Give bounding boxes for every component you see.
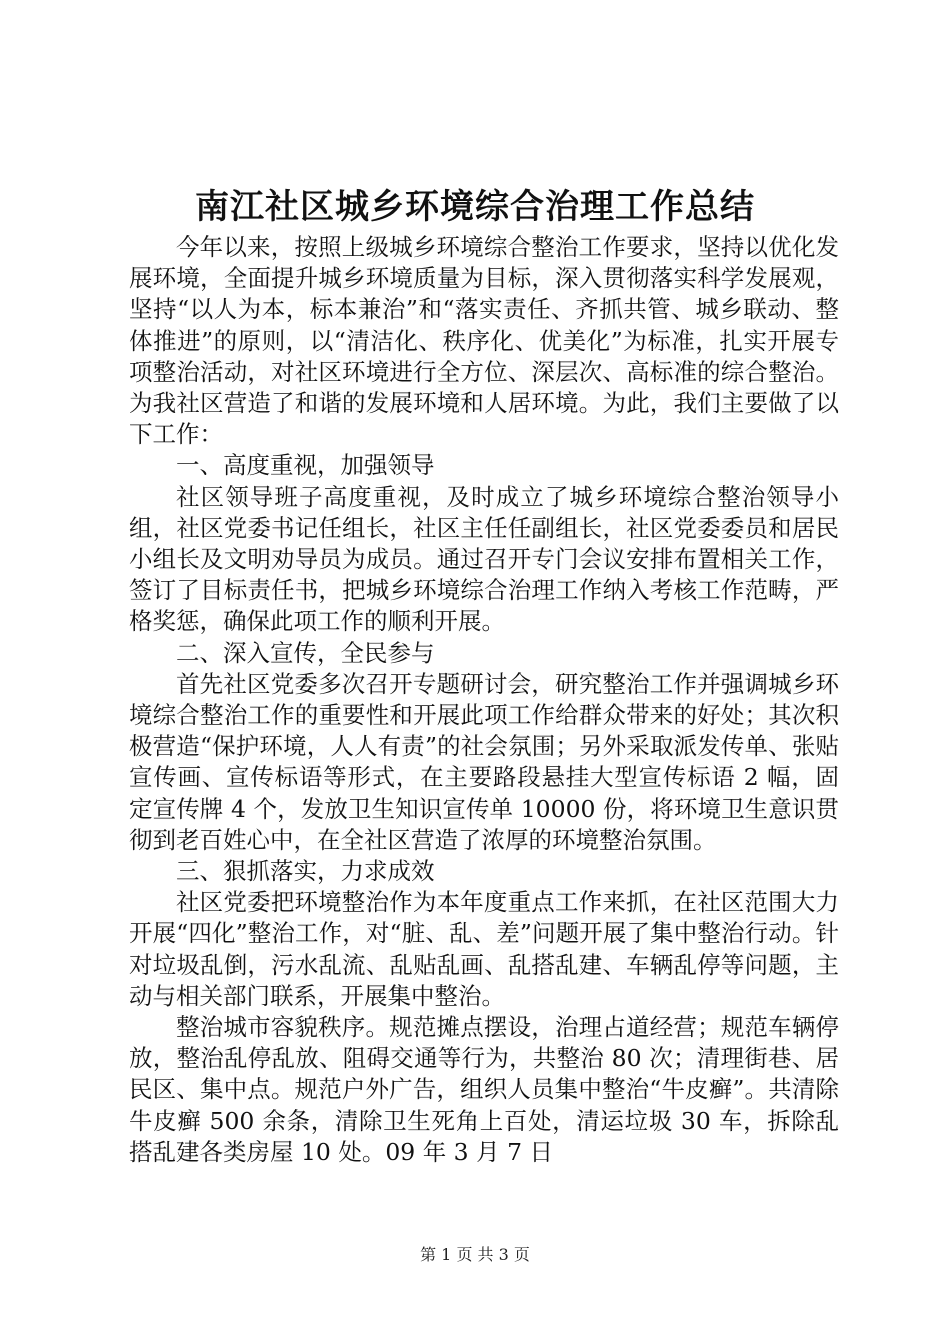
section-heading-3: 三、狠抓落实，力求成效	[176, 857, 435, 886]
section-2-paragraph: 首先社区党委多次召开专题研讨会，研究整治工作并强调城乡环境综合整治工作的重要性和开展此项工作给群众带来的好处；其次积极营造“保护环境，人人有责”的社会氛围；另外采取派发传单、张贴宣传画、宣传标语等形式，在主要路段悬挂大型宣传标语 2 幅，固定宣传牌 4 个，发放卫生知识宣传单 10000 份，将环境卫生意识贯彻到老百姓心中，在全社区营造了浓厚的环境整治氛围。	[129, 669, 839, 854]
intro-paragraph: 今年以来，按照上级城乡环境综合整治工作要求，坚持以优化发展环境，全面提升城乡环境质量为目标，深入贯彻落实科学发展观，坚持“以人为本，标本兼治”和“落实责任、齐抓共管、城乡联动、整体推进”的原则，以“清洁化、秩序化、优美化”为标准，扎实开展专项整治活动，对社区环境进行全方位、深层次、高标准的综合整治。为我社区营造了和谐的发展环境和人居环境。为此，我们主要做了以下工作：	[129, 233, 839, 449]
section-3-paragraph-2: 整治城市容貌秩序。规范摊点摆设，治理占道经营；规范车辆停放，整治乱停乱放、阻碍交通等行为，共整治 80 次；清理街巷、居民区、集中点。规范户外广告，组织人员集中整治“牛皮癣”。共清除牛皮癣 500 余条，清除卫生死角上百处，清运垃圾 30 车，拆除乱搭乱建各类房屋 10 处。09 年 3 月 7 日	[129, 1013, 839, 1166]
section-1-paragraph: 社区领导班子高度重视，及时成立了城乡环境综合整治领导小组，社区党委书记任组长，社区主任任副组长，社区党委委员和居民小组长及文明劝导员为成员。通过召开专门会议安排布置相关工作，签订了目标责任书，把城乡环境综合治理工作纳入考核工作范畴，严格奖惩，确保此项工作的顺利开展。	[129, 482, 839, 636]
section-heading-1: 一、高度重视，加强领导	[176, 451, 435, 480]
document-body	[129, 232, 839, 1168]
document-title: 南江社区城乡环境综合治理工作总结	[195, 187, 755, 227]
section-3-paragraph: 社区党委把环境整治作为本年度重点工作来抓，在社区范围大力开展“四化”整治工作，对“脏、乱、差”问题开展了集中整治行动。针对垃圾乱倒，污水乱流、乱贴乱画、乱搭乱建、车辆乱停等问题，主动与相关部门联系，开展集中整治。	[129, 888, 839, 1010]
page-footer: 第 1 页 共 3 页	[420, 1245, 530, 1264]
section-heading-2: 二、深入宣传，全民参与	[176, 638, 435, 667]
